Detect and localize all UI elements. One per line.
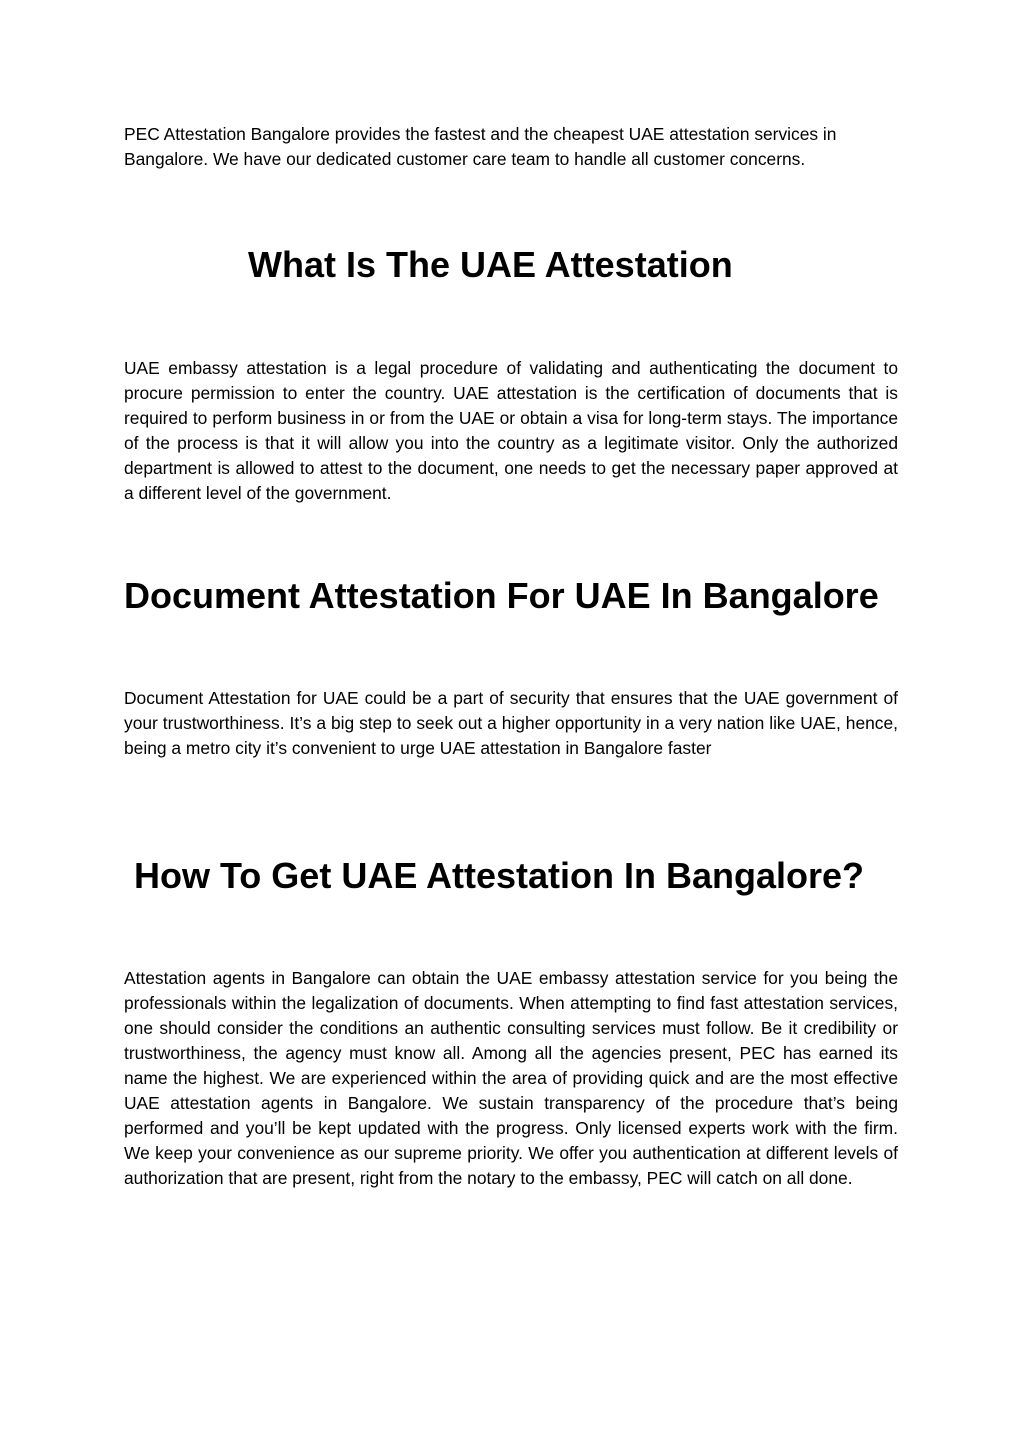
intro-paragraph: PEC Attestation Bangalore provides the fastest and the cheapest UAE attestation services in Bangalore. We have our dedicated customer care team to handle all customer concerns. [124, 124, 837, 169]
section-body-what-is-uae-attestation: UAE embassy attestation is a legal procedure of validating and authenticating the document to procure permission to enter the country. UAE attestation is the certification of documents that is required to perform business in or from the UAE or obtain a visa for long-term stays. The importance of the process is that it will allow you into the country as a legitimate visitor. Only the authorized department is allowed to attest to the document, one needs to get the necessary paper approved at a different level of the government. [124, 358, 898, 503]
section-heading-document-attestation: Document Attestation For UAE In Bangalore [124, 575, 879, 616]
section-body-document-attestation: Document Attestation for UAE could be a part of security that ensures that the UAE government of your trustworthiness. It’s a big step to seek out a higher opportunity in a very nation like UAE, hence, being a metro city it’s convenient to urge UAE attestation in Bangalore faster [124, 688, 898, 758]
section-body-how-to-get-attestation: Attestation agents in Bangalore can obtain the UAE embassy attestation service for you being the professionals within the legalization of documents. When attempting to find fast attestation services, one should consider the conditions an authentic consulting services must follow. Be it credibility or trustworthiness, the agency must know all. Among all the agencies present, PEC has earned its name the highest. We are experienced within the area of providing quick and are the most effective UAE attestation agents in Bangalore. We sustain transparency of the procedure that’s being performed and you’ll be kept updated with the progress. Only licensed experts work with the firm. We keep your convenience as our supreme priority. We offer you authentication at different levels of authorization that are present, right from the notary to the embassy, PEC will catch on all done. [124, 968, 898, 1188]
section-heading-what-is-uae-attestation: What Is The UAE Attestation [248, 244, 733, 285]
section-heading-how-to-get-attestation: How To Get UAE Attestation In Bangalore? [134, 855, 865, 896]
